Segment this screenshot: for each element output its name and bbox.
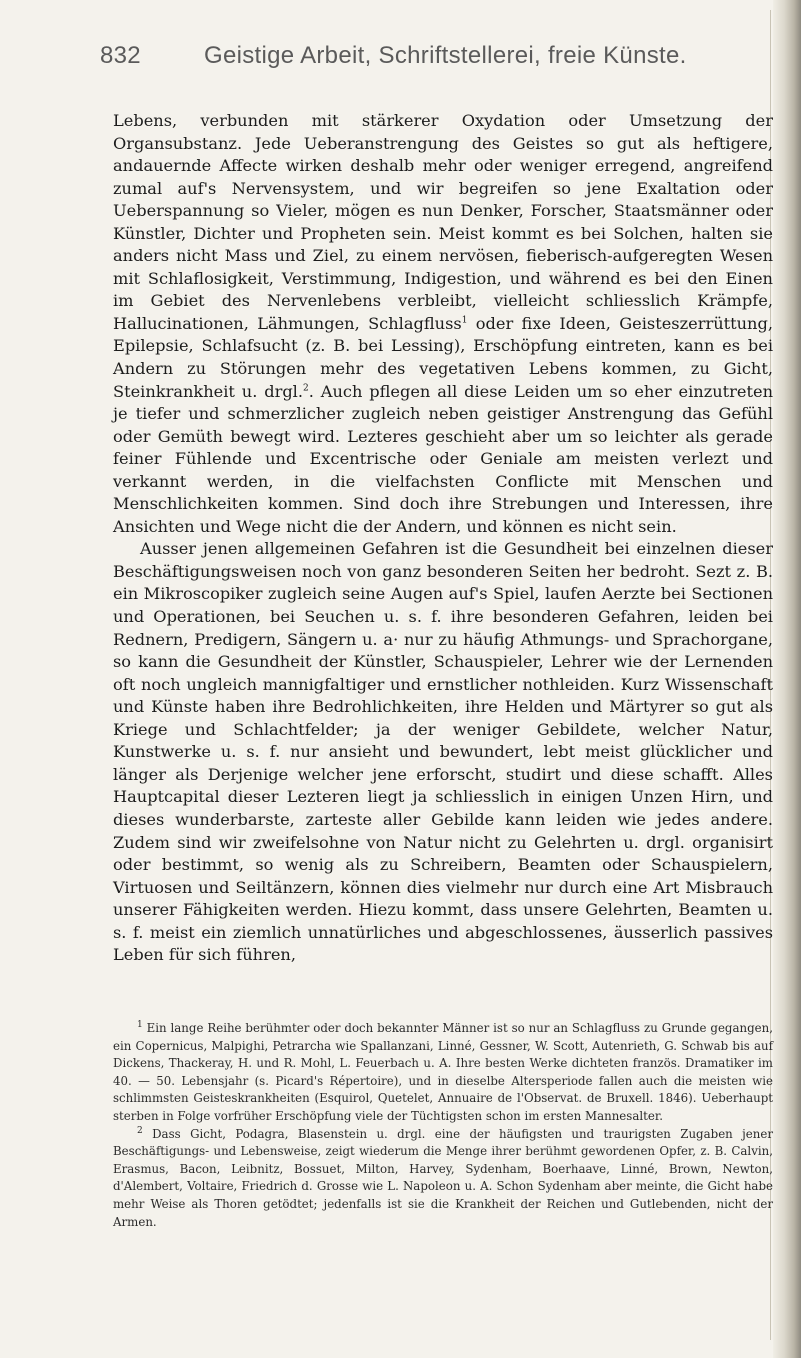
running-title: Geistige Arbeit, Schriftstellerei, freie Künste.: [204, 42, 687, 69]
paragraph-1: [113, 110, 773, 538]
running-header: [100, 42, 700, 74]
footnotes: [113, 1020, 773, 1231]
footnote-1: [113, 1020, 773, 1126]
footnote-1-text: Ein lange Reihe berühmter oder doch bekannter Männer ist so nur an Schlagfluss zu Grunde gegangen, ein Copernicus, Malpighi, Petrarcha wie Spallanzani, Linné, Gessner, W. Scott, Autenrieth, G. Schwab bis auf Dickens, Thackeray, H. und R. Mohl, L. Feuerbach u. A. Ihre besten Werke dichteten französ. Dramatiker im 40. — 50. Lebensjahr (s. Picard's Répertoire), und in dieselbe Altersperiode fallen auch die meisten wie schlimmsten Geisteskrankheiten (Esquirol, Quetelet, Annuaire de l'Observat. de Bruxell. 1846). Ueberhaupt sterben in Folge vorfrüher Erschöpfung viele der Tüchtigsten schon im ersten Mannesalter.: [113, 1021, 773, 1123]
footnote-2-text: Dass Gicht, Podagra, Blasenstein u. drgl. eine der häufigsten und traurigsten Zugaben jener Beschäftigungs- und Lebensweise, zeigt wiederum die Menge ihrer berühmt gewordenen Opfer, z. B. Calvin, Erasmus, Bacon, Leibnitz, Bossuet, Milton, Harvey, Sydenham, Boerhaave, Linné, Brown, Newton, d'Alembert, Voltaire, Friedrich d. Grosse wie L. Napoleon u. A. Schon Sydenham aber meinte, die Gicht habe mehr Weise als Thoren getödtet; jedenfalls ist sie die Krankheit der Reichen und Gutlebenden, nicht der Armen.: [113, 1126, 773, 1229]
footnote-ref-2: 2: [303, 383, 309, 394]
footnote-ref-1: 1: [461, 315, 468, 326]
footnote-1-mark: 1: [137, 1020, 143, 1031]
page-number: 832: [100, 42, 141, 69]
paragraph-1-text-a: Lebens, verbunden mit stärkerer Oxydation oder Umsetzung der Organsubstanz. Jede Ueberanstrengung des Geistes so gut als heftigere, andauernde Affecte wirken deshalb mehr oder weniger erregend, angreifend zumal auf's Nervensystem, und wir begreifen so jene Exaltation oder Ueberspannung so Vieler, mögen es nun Denker, Forscher, Staatsmänner oder Künstler, Dichter und Propheten sein. Meist kommt es bei Solchen, halten sie anders nicht Mass und Ziel, zu einem nervösen, fieberisch-aufgeregten Wesen mit Schlaflosigkeit, Verstimmung, Indigestion, und während es bei den Einen im Gebiet des Nervenlebens verbleibt, vielleicht schliesslich Krämpfe, Hallucinationen, Lähmungen, Schlagfluss: [113, 111, 773, 333]
paragraph-2: Ausser jenen allgemeinen Gefahren ist die Gesundheit bei einzelnen dieser Beschäftigungsweisen noch von ganz besonderen Seiten her bedroht. Sezt z. B. ein Mikroscopiker zugleich seine Augen auf's Spiel, laufen Aerzte bei Sectionen und Operationen, bei Seuchen u. s. f. ihre besonderen Gefahren, leiden bei Rednern, Predigern, Sängern u. a· nur zu häufig Athmungs- und Sprachorgane, so kann die Gesundheit der Künstler, Schauspieler, Lehrer wie der Lernenden oft noch ungleich mannigfaltiger und ernstlicher nothleiden. Kurz Wissenschaft und Künste haben ihre Bedrohlichkeiten, ihre Helden und Märtyrer so gut als Kriege und Schlachtfelder; ja der weniger Gebildete, welcher Natur, Kunstwerke u. s. f. nur ansieht und bewundert, lebt meist glücklicher und länger als Derjenige welcher jene erforscht, studirt und diese schafft. Alles Hauptcapital dieser Lezteren liegt ja schliesslich in einigen Unzen Hirn, und dieses wunderbarste, zarteste aller Gebilde kann leiden wie jedes andere. Zudem sind wir zweifelsohne von Natur nicht zu Gelehrten u. drgl. organisirt oder bestimmt, so wenig als zu Schreibern, Beamten oder Schauspielern, Virtuosen und Seiltänzern, können dies vielmehr nur durch eine Art Misbrauch unserer Fähigkeiten werden. Hiezu kommt, dass unsere Gelehrten, Beamten u. s. f. meist ein ziemlich unnatürliches und abgeschlossenes, äusserlich passives Leben für sich führen,: [113, 539, 773, 965]
body-text: [113, 110, 773, 967]
page-edge-shadow: [773, 0, 801, 1358]
footnote-2-mark: 2: [137, 1125, 143, 1136]
footnote-2: [113, 1126, 773, 1232]
paragraph-1-text-c: . Auch pflegen all diese Leiden um so eher einzutreten je tiefer und schmerzlicher zugleich neben geistiger Anstrengung das Gefühl oder Gemüth bewegt wird. Lezteres geschieht aber um so leichter als gerade feiner Fühlende und Excentrische oder Geniale am meisten verlezt und verkannt werden, in die vielfachsten Conflicte mit Menschen und Menschlichkeiten kommen. Sind doch ihre Strebungen und Interessen, ihre Ansichten und Wege nicht die der Andern, und können es nicht sein.: [113, 381, 773, 536]
paragraph-1-text-b: oder fixe Ideen, Geisteszerrüttung, Epilepsie, Schlafsucht (z. B. bei Lessing), Erschöpfung eintreten, kann es bei Andern zu Störungen mehr des vegetativen Lebens kommen, zu Gicht, Steinkrankheit u. drgl.: [113, 313, 773, 401]
